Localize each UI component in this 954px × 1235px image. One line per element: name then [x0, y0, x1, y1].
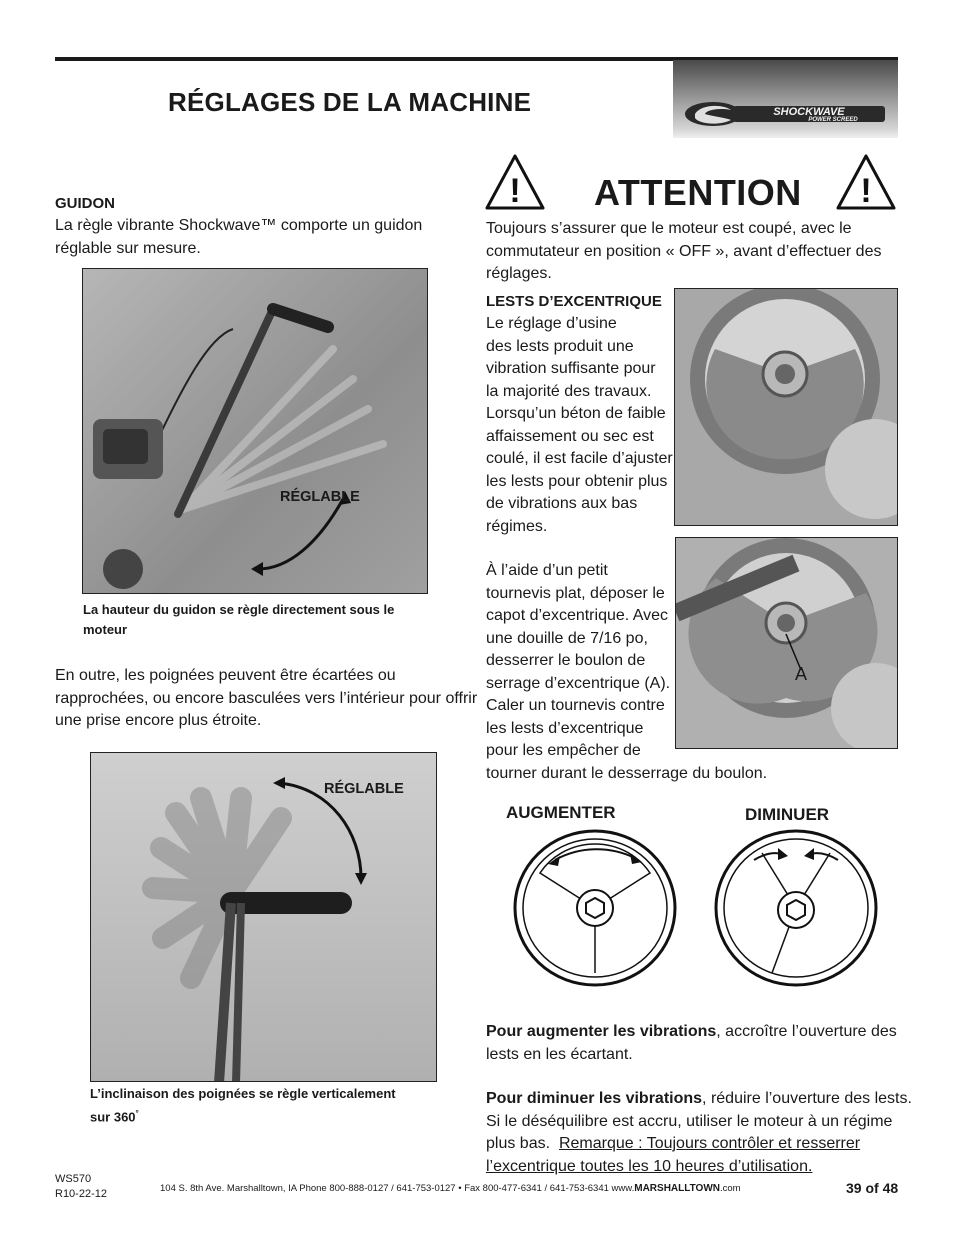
doc-code: WS570: [55, 1173, 92, 1185]
lests-p1-line: vibration suffisante pour: [486, 360, 656, 377]
lests-p1-line: coulé, il est facile d’ajuster: [486, 450, 673, 467]
lests-p2-line: Caler un tournevis contre: [486, 697, 665, 714]
guidon-intro-line2: réglable sur mesure.: [55, 239, 201, 257]
maintenance-note-line2: l’excentrique toutes les 10 heures d’utilisation.: [486, 1157, 813, 1175]
lests-p2-line: À l’aide d’un petit: [486, 562, 608, 579]
grip-para-line3: une prise encore plus étroite.: [55, 712, 262, 729]
lests-p1-line: les lests pour obtenir plus: [486, 472, 668, 490]
lests-p2-line: tournevis plat, déposer le: [486, 584, 665, 602]
page-number: 39 of 48: [846, 1180, 899, 1196]
grip-rotation-photo: [90, 752, 437, 1082]
handlebar-illustration: [83, 269, 427, 593]
decrease-bold: Pour diminuer les vibrations: [486, 1090, 703, 1107]
svg-text:!: !: [860, 172, 872, 210]
guidon-intro: [55, 215, 422, 260]
decrease-diagram: [712, 828, 880, 988]
lests-p2-line: desserrer le boulon de: [486, 652, 646, 669]
lests-p2-line: pour les empêcher de: [486, 742, 641, 759]
decrease-instructions: [486, 1088, 912, 1178]
increase-instructions: [486, 1021, 897, 1066]
maintenance-note: Remarque : Toujours contrôler et resserrer: [558, 1135, 861, 1152]
eccentric-weights-photo: [674, 288, 898, 526]
eccentric-bolt-illustration: [676, 538, 897, 748]
lests-p1-line: la majorité des travaux.: [486, 382, 652, 400]
shockwave-logo-icon: [683, 100, 888, 128]
lests-p1-line: régimes.: [486, 517, 548, 535]
caption2-text: sur 360: [90, 1109, 136, 1125]
doc-revision: R10-22-12: [55, 1188, 107, 1200]
adjustable-label-2: RÉGLABLE: [324, 781, 404, 797]
lests-p1-line: Le réglage d’usine: [486, 315, 617, 332]
eccentric-bolt-photo: [675, 537, 898, 749]
grip-para-line2: rapprochées, ou encore basculées vers l’intérieur pour offrir: [55, 689, 478, 707]
lests-p2-line: serrage d’excentrique (A).: [486, 674, 671, 692]
caption-grip-rotation: [90, 1084, 396, 1127]
caption2-line1: L’inclinaison des poignées se règle verticalement: [90, 1086, 396, 1101]
attention-line3: réglages.: [486, 265, 552, 282]
grip-para-line1: En outre, les poignées peuvent être écartées ou: [55, 667, 396, 684]
grip-rotation-illustration: [91, 753, 436, 1081]
doc-code-block: [55, 1172, 107, 1202]
brand-logo: [673, 60, 898, 138]
warning-triangle-icon-right: [836, 154, 896, 210]
lests-p1-line: des lests produit une: [486, 337, 634, 355]
svg-text:SHOCKWAVE: SHOCKWAVE: [773, 106, 845, 118]
caption1-line1: La hauteur du guidon se règle directement sous le: [83, 602, 395, 617]
footer-address: [160, 1183, 741, 1194]
handlebar-height-photo: [82, 268, 428, 594]
lests-p1-line: affaissement ou sec est: [486, 427, 654, 445]
lests-p2-line: tourner durant le desserrage du boulon.: [486, 764, 768, 782]
warning-triangle-icon: [485, 154, 545, 210]
decrease-line3-plain: plus bas.: [486, 1135, 559, 1152]
bolt-label-a: A: [795, 664, 808, 684]
lests-p1-line: de vibrations aux bas: [486, 495, 638, 512]
attention-line2: commutateur en position « OFF », avant d’effectuer des: [486, 242, 882, 260]
degree-symbol: °: [135, 1109, 139, 1118]
increase-diagram: [510, 828, 680, 988]
guidon-heading: GUIDON: [55, 195, 115, 212]
lests-p2-line: une douille de 7/16 po,: [486, 629, 648, 647]
decrease-rest: , réduire l’ouverture des lests.: [702, 1090, 912, 1107]
increase-line2: lests en les écartant.: [486, 1045, 633, 1063]
lests-paragraph-1: [486, 313, 673, 538]
decrease-arrow-icon: [754, 853, 782, 860]
attention-title: ATTENTION: [594, 172, 802, 213]
svg-text:POWER SCREED: POWER SCREED: [808, 117, 858, 123]
caption2-line2: [90, 1104, 396, 1127]
caption1-line2: moteur: [83, 622, 128, 637]
domain-suffix: .com: [719, 1183, 741, 1194]
attention-text: [486, 218, 881, 286]
increase-bold: Pour augmenter les vibrations: [486, 1023, 717, 1040]
adjustable-label-1: RÉGLABLE: [280, 489, 360, 505]
eccentric-weights-illustration: [675, 289, 897, 525]
attention-line1: Toujours s’assurer que le moteur est coupé, avec le: [486, 220, 852, 237]
page-title: RÉGLAGES DE LA MACHINE: [168, 87, 532, 117]
lests-p1-line: Lorsqu’un béton de faible: [486, 405, 666, 422]
increase-label: AUGMENTER: [506, 803, 616, 822]
grip-adjust-paragraph: [55, 665, 477, 733]
address-text: 104 S. 8th Ave. Marshalltown, IA Phone 800-888-0127 / 641-753-0127 • Fax 800-477-6341 / 641-753-6341 www.: [160, 1183, 635, 1194]
lests-p2-line: capot d’excentrique. Avec: [486, 607, 669, 624]
lests-heading: LESTS D’EXCENTRIQUE: [486, 293, 662, 310]
increase-rest: , accroître l’ouverture des: [716, 1023, 897, 1040]
caption-handlebar-height: [83, 600, 394, 640]
decrease-label: DIMINUER: [745, 805, 830, 824]
brand-name: MARSHALLTOWN: [634, 1183, 720, 1194]
svg-text:!: !: [509, 172, 521, 210]
decrease-line2: Si le déséquilibre est accru, utiliser le moteur à un régime: [486, 1112, 893, 1130]
lests-p2-line: les lests d’excentrique: [486, 719, 644, 737]
guidon-intro-line1: La règle vibrante Shockwave™ comporte un guidon: [55, 217, 423, 234]
